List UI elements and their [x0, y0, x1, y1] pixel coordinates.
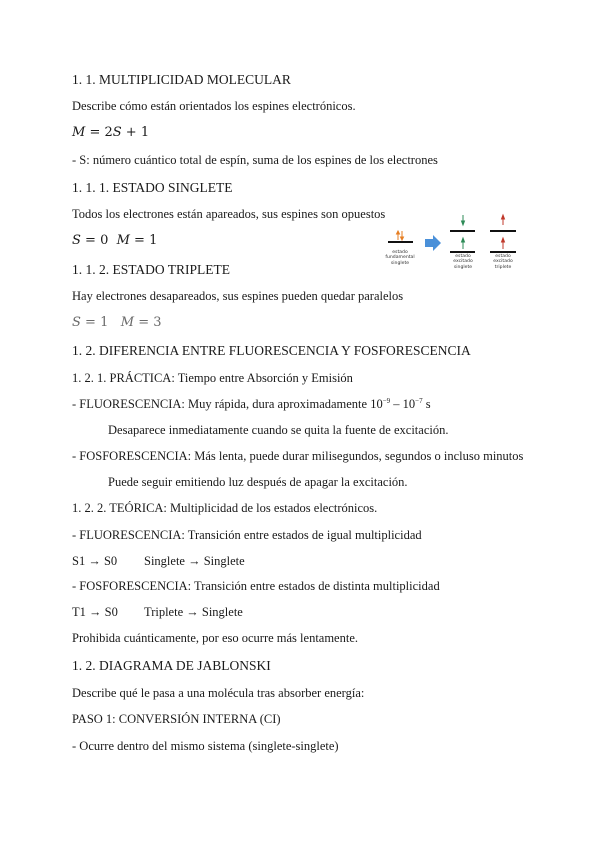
paragraph: Todos los electrones están apareados, sus espines son opuestos	[72, 207, 386, 221]
heading-multiplicidad: 1. 1. MULTIPLICIDAD MOLECULAR	[72, 72, 291, 87]
text-part: - FLUORESCENCIA: Muy rápida, dura aproximadamente 10	[72, 397, 383, 411]
transition-code: T1 → S0	[72, 605, 118, 619]
transition-s1-s0	[72, 554, 245, 569]
caption-line: singlete	[453, 264, 473, 270]
paragraph: Puede seguir emitiendo luz después de apagar la excitación.	[108, 475, 408, 489]
subheading-teorica: 1. 2. 2. TEÓRICA: Multiplicidad de los estados electrónicos.	[72, 501, 378, 515]
formula-part: S	[112, 125, 122, 140]
formula-part: S	[72, 315, 81, 330]
caption-line: estado	[455, 254, 471, 259]
caption-line: singlete	[390, 260, 410, 266]
fosforescencia-multiplicity: - FOSFORESCENCIA: Transición entre estados de distinta multiplicidad	[72, 579, 440, 593]
formula-part: = 1	[80, 315, 109, 330]
formula-part: =	[85, 125, 105, 140]
formula-multiplicity	[72, 125, 149, 140]
text-part: s	[422, 397, 431, 411]
text-part: – 10	[390, 397, 416, 411]
paragraph: - Ocurre dentro del mismo sistema (singlete-singlete)	[72, 739, 339, 753]
heading-triplete: 1. 1. 2. ESTADO TRIPLETE	[72, 262, 231, 277]
heading-singlete: 1. 1. 1. ESTADO SINGLETE	[72, 180, 233, 195]
caption-ground-state	[380, 250, 420, 266]
formula-part: = 0	[80, 233, 109, 248]
formula-part: = 1	[129, 233, 158, 248]
heading-paso1: PASO 1: CONVERSIÓN INTERNA (CI)	[72, 712, 281, 726]
subheading-practica: 1. 2. 1. PRÁCTICA: Tiempo entre Absorción y Emisión	[72, 371, 353, 385]
formula-singlete	[72, 233, 157, 248]
fosforescencia-time: - FOSFORESCENCIA: Más lenta, puede durar milisegundos, segundos o incluso minutos	[72, 449, 524, 463]
fluorescencia-time	[72, 397, 431, 412]
formula-part: 2	[104, 125, 113, 140]
paragraph: - S: número cuántico total de espín, suma de los espines de los electrones	[72, 153, 438, 167]
formula-part: S	[72, 233, 81, 248]
transition-t1-s0	[72, 605, 243, 620]
caption-singlet-excited	[443, 254, 483, 270]
spin-states-diagram	[383, 210, 523, 280]
heading-jablonski: 1. 2. DIAGRAMA DE JABLONSKI	[72, 658, 271, 673]
transition-text: Triplete → Singlete	[144, 605, 243, 619]
paragraph: Hay electrones desapareados, sus espines pueden quedar paralelos	[72, 289, 404, 303]
spin-up-arrow-icon	[462, 238, 465, 249]
spin-up-arrow-icon	[502, 238, 505, 249]
heading-diferencia: 1. 2. DIFERENCIA ENTRE FLUORESCENCIA Y FOSFORESCENCIA	[72, 343, 471, 358]
caption-line: estado	[495, 254, 511, 259]
formula-part: M	[120, 315, 135, 330]
exponent: −9	[382, 397, 391, 405]
paragraph: Desaparece inmediatamente cuando se quita la fuente de excitación.	[108, 423, 449, 437]
transition-arrow-icon	[425, 235, 441, 251]
paragraph: Prohibida cuánticamente, por eso ocurre más lentamente.	[72, 631, 359, 645]
formula-triplete	[72, 315, 162, 330]
caption-line: estado	[392, 250, 408, 255]
fluorescencia-multiplicity: - FLUORESCENCIA: Transición entre estados de igual multiplicidad	[72, 528, 422, 542]
formula-part: M	[116, 233, 130, 248]
paragraph: Describe qué le pasa a una molécula tras absorber energía:	[72, 686, 365, 700]
paired-spin-arrows-icon	[397, 231, 404, 240]
formula-part: = 3	[134, 315, 162, 330]
spin-down-arrow-icon	[462, 215, 465, 225]
caption-line: excitado	[453, 259, 473, 265]
spin-up-arrow-icon	[502, 215, 505, 225]
formula-part: M	[72, 125, 86, 140]
transition-text: Singlete → Singlete	[144, 554, 245, 568]
caption-line: excitado	[493, 259, 513, 265]
exponent: −7	[415, 397, 423, 405]
caption-line: triplete	[494, 264, 512, 270]
paragraph: Describe cómo están orientados los espines electrónicos.	[72, 99, 356, 113]
caption-triplet-excited	[483, 254, 523, 270]
formula-part: + 1	[121, 125, 150, 140]
caption-line: fundamental	[385, 255, 415, 261]
transition-code: S1 → S0	[72, 554, 118, 568]
